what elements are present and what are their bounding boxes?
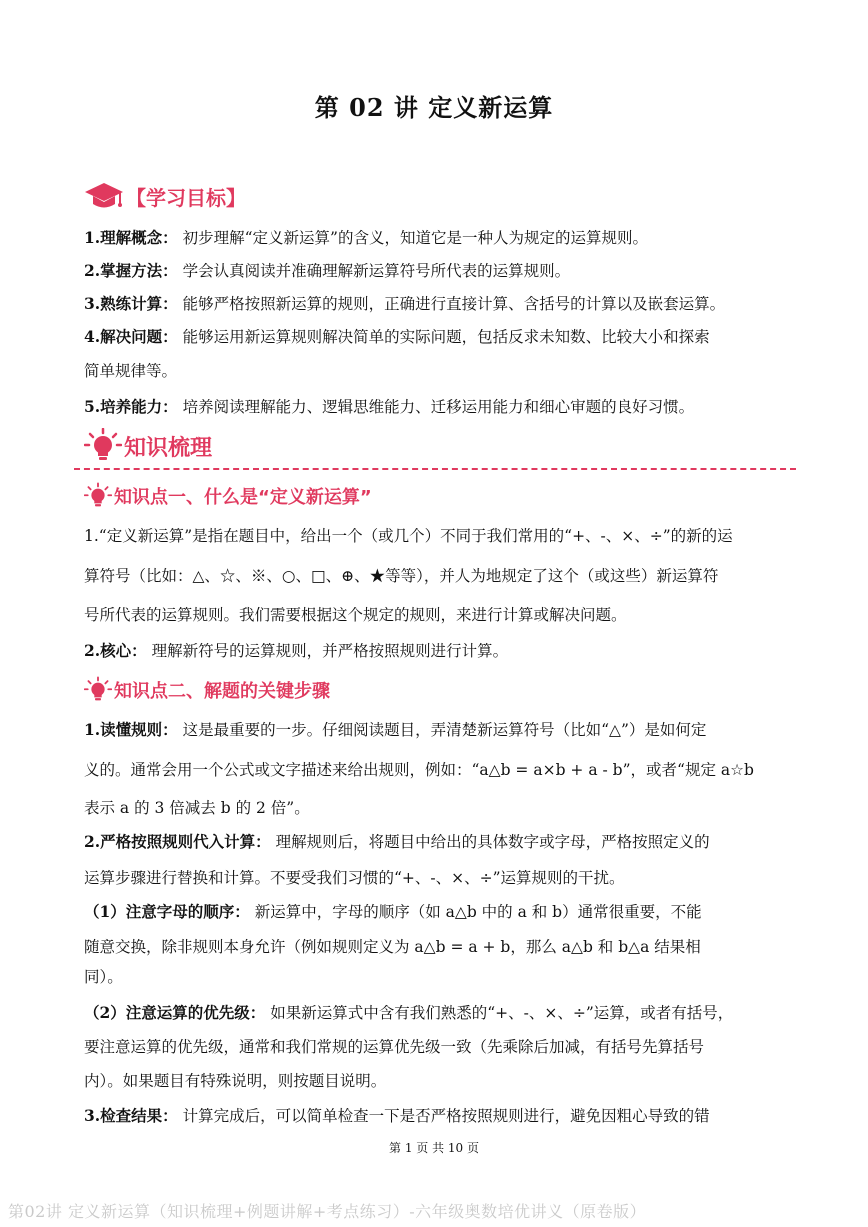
light-bulb-icon [84, 428, 122, 464]
knowledge-point-1-title: 知识点一、什么是“定义新运算” [114, 487, 372, 508]
step3-line-1: 3.检查结果： 计算完成后，可以简单检查一下是否严格按照规则进行，避免因粗心导致的错 [84, 1106, 710, 1125]
knowledge-point-2-title: 知识点二、解题的关键步骤 [114, 681, 330, 702]
graduation-cap-icon [84, 180, 124, 212]
note2-line-2: 要注意运算的优先级，通常和我们常规的运算优先级一致（先乘除后加减，有括号先算括号 [84, 1038, 705, 1056]
step2-line-1: 2.严格按照规则代入计算： 理解规则后，将题目中给出的具体数字或字母，严格按照定义的 [84, 832, 710, 851]
step1-line-1: 1.读懂规则： 这是最重要的一步。仔细阅读题目，弄清楚新运算符号（比如“△”）是如何定 [84, 720, 707, 739]
point1-paragraph-line-3: 号所代表的运算规则。我们需要根据这个规定的规则，来进行计算或解决问题。 [84, 606, 627, 624]
learning-goals-title: 【学习目标】 [126, 185, 246, 210]
goal-item-1: 1.理解概念： 初步理解“定义新运算”的含义，知道它是一种人为规定的运算规则。 [84, 228, 648, 247]
note2-line-1: （2）注意运算的优先级： 如果新运算式中含有我们熟悉的“+、-、×、÷”运算，或者有括号， [84, 1003, 734, 1022]
page-title: 第 02 讲 定义新运算 [314, 93, 554, 122]
goal-item-2: 2.掌握方法： 学会认真阅读并准确理解新运算符号所代表的运算规则。 [84, 261, 571, 280]
goal-item-4-continued: 简单规律等。 [84, 362, 178, 380]
knowledge-title: 知识梳理 [124, 435, 213, 461]
goal-item-5: 5.培养能力： 培养阅读理解能力、逻辑思维能力、迁移运用能力和细心审题的良好习惯。 [84, 397, 695, 416]
point1-paragraph-line-1: 1.“定义新运算”是指在题目中，给出一个（或几个）不同于我们常用的“+、-、×、÷”的新的运 [84, 527, 733, 545]
goal-item-3: 3.熟练计算： 能够严格按照新运算的规则，正确进行直接计算、含括号的计算以及嵌套运算。 [84, 294, 726, 313]
note1-line-1: （1）注意字母的顺序： 新运算中，字母的顺序（如 a△b 中的 a 和 b）通常很重要，不能 [84, 902, 702, 921]
knowledge-point-2-heading [84, 676, 330, 704]
knowledge-heading [84, 428, 212, 464]
goal-item-4: 4.解决问题： 能够运用新运算规则解决简单的实际问题，包括反求未知数、比较大小和探索 [84, 327, 710, 346]
page-footer: 第 1 页 共 10 页 [389, 1141, 479, 1155]
watermark: 第02讲 定义新运算（知识梳理+例题讲解+考点练习）-六年级奥数培优讲义（原卷版） [8, 1202, 647, 1221]
point1-paragraph-line-2: 算符号（比如：△、☆、※、○、□、⊕、★等等），并人为地规定了这个（或这些）新运算符 [84, 567, 719, 585]
knowledge-point-1-heading [84, 482, 372, 510]
light-bulb-icon [84, 482, 112, 510]
step1-line-2: 义的。通常会用一个公式或文字描述来给出规则，例如：“a△b = a×b + a - b”，或者“规定 a☆b [84, 761, 754, 779]
light-bulb-icon [84, 676, 112, 704]
step1-line-3: 表示 a 的 3 倍减去 b 的 2 倍”。 [84, 799, 310, 817]
point1-core: 2.核心： 理解新符号的运算规则，并严格按照规则进行计算。 [84, 641, 509, 660]
note2-line-3: 内）。如果题目有特殊说明，则按题目说明。 [84, 1072, 387, 1090]
section-divider [74, 468, 796, 470]
note1-line-2: 随意交换，除非规则本身允许（例如规则定义为 a△b = a + b，那么 a△b 和 b△a 结果相 [84, 938, 701, 956]
learning-goals-heading [84, 180, 246, 212]
step2-line-2: 运算步骤进行替换和计算。不要受我们习惯的“+、-、×、÷”运算规则的干扰。 [84, 869, 625, 887]
note1-line-3: 同）。 [84, 968, 123, 986]
